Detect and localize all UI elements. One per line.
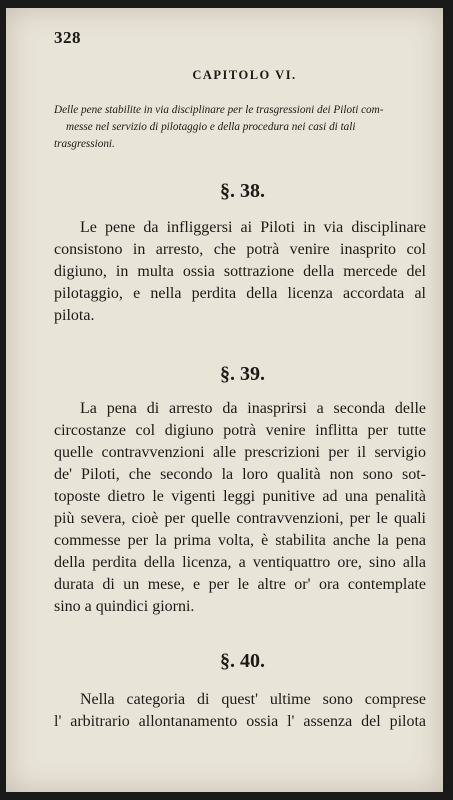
text-line: Le pene da infliggersi ai Piloti in via disciplinare <box>80 219 426 236</box>
chapter-subtitle <box>54 102 423 153</box>
section-40-paragraph <box>54 689 426 733</box>
text-line: La pena di arresto da inasprirsi a seconda delle <box>80 400 426 417</box>
text-line: pilotaggio, e nella perdita della licenza accordata al <box>54 285 426 302</box>
text-line: più severa, cioè per quelle contravvenzioni, per le quali <box>54 510 426 527</box>
page-number: 328 <box>54 28 81 47</box>
section-39-paragraph <box>54 398 426 618</box>
text-line: quelle contravvenzioni alle prescrizioni per il servigio <box>54 444 426 461</box>
section-heading-38: §. 38. <box>220 180 265 202</box>
chapter-subtitle-line: trasgressioni. <box>54 138 115 150</box>
book-page <box>6 8 443 792</box>
text-line: pilota. <box>54 307 95 324</box>
text-line: Nella categoria di quest' ultime sono comprese <box>80 691 426 708</box>
text-line: digiuno, in multa ossia sottrazione della mercede del <box>54 263 426 280</box>
text-line: consistono in arresto, che potrà venire inasprito col <box>54 241 426 258</box>
text-line: durata di un mese, e per le altre or' ora contemplate <box>54 576 426 593</box>
section-heading-39: §. 39. <box>220 363 265 385</box>
text-line: circostanze col digiuno potrà venire inflitta per tutte <box>54 422 426 439</box>
text-line: l' arbitrario allontanamento ossia l' assenza del pilota <box>54 713 426 730</box>
text-line: toposte dietro le vigenti leggi punitive ad una penalità <box>54 488 426 505</box>
text-line: sino a quindici giorni. <box>54 598 195 615</box>
section-heading-40: §. 40. <box>220 650 265 672</box>
text-line: de' Piloti, che secondo la loro qualità non sono sot- <box>54 466 426 483</box>
text-line: commesse per la prima volta, è stabilita anche la pena <box>54 532 426 549</box>
chapter-subtitle-line: Delle pene stabilite in via disciplinare per le trasgressioni dei Piloti com- <box>54 104 384 116</box>
section-38-paragraph <box>54 217 426 327</box>
chapter-title: CAPITOLO VI. <box>192 68 297 82</box>
chapter-subtitle-line: messe nel servizio di pilotaggio e della procedura nei casi di tali <box>66 121 356 133</box>
text-line: della perdita della licenza, a ventiquattro ore, sino alla <box>54 554 426 571</box>
